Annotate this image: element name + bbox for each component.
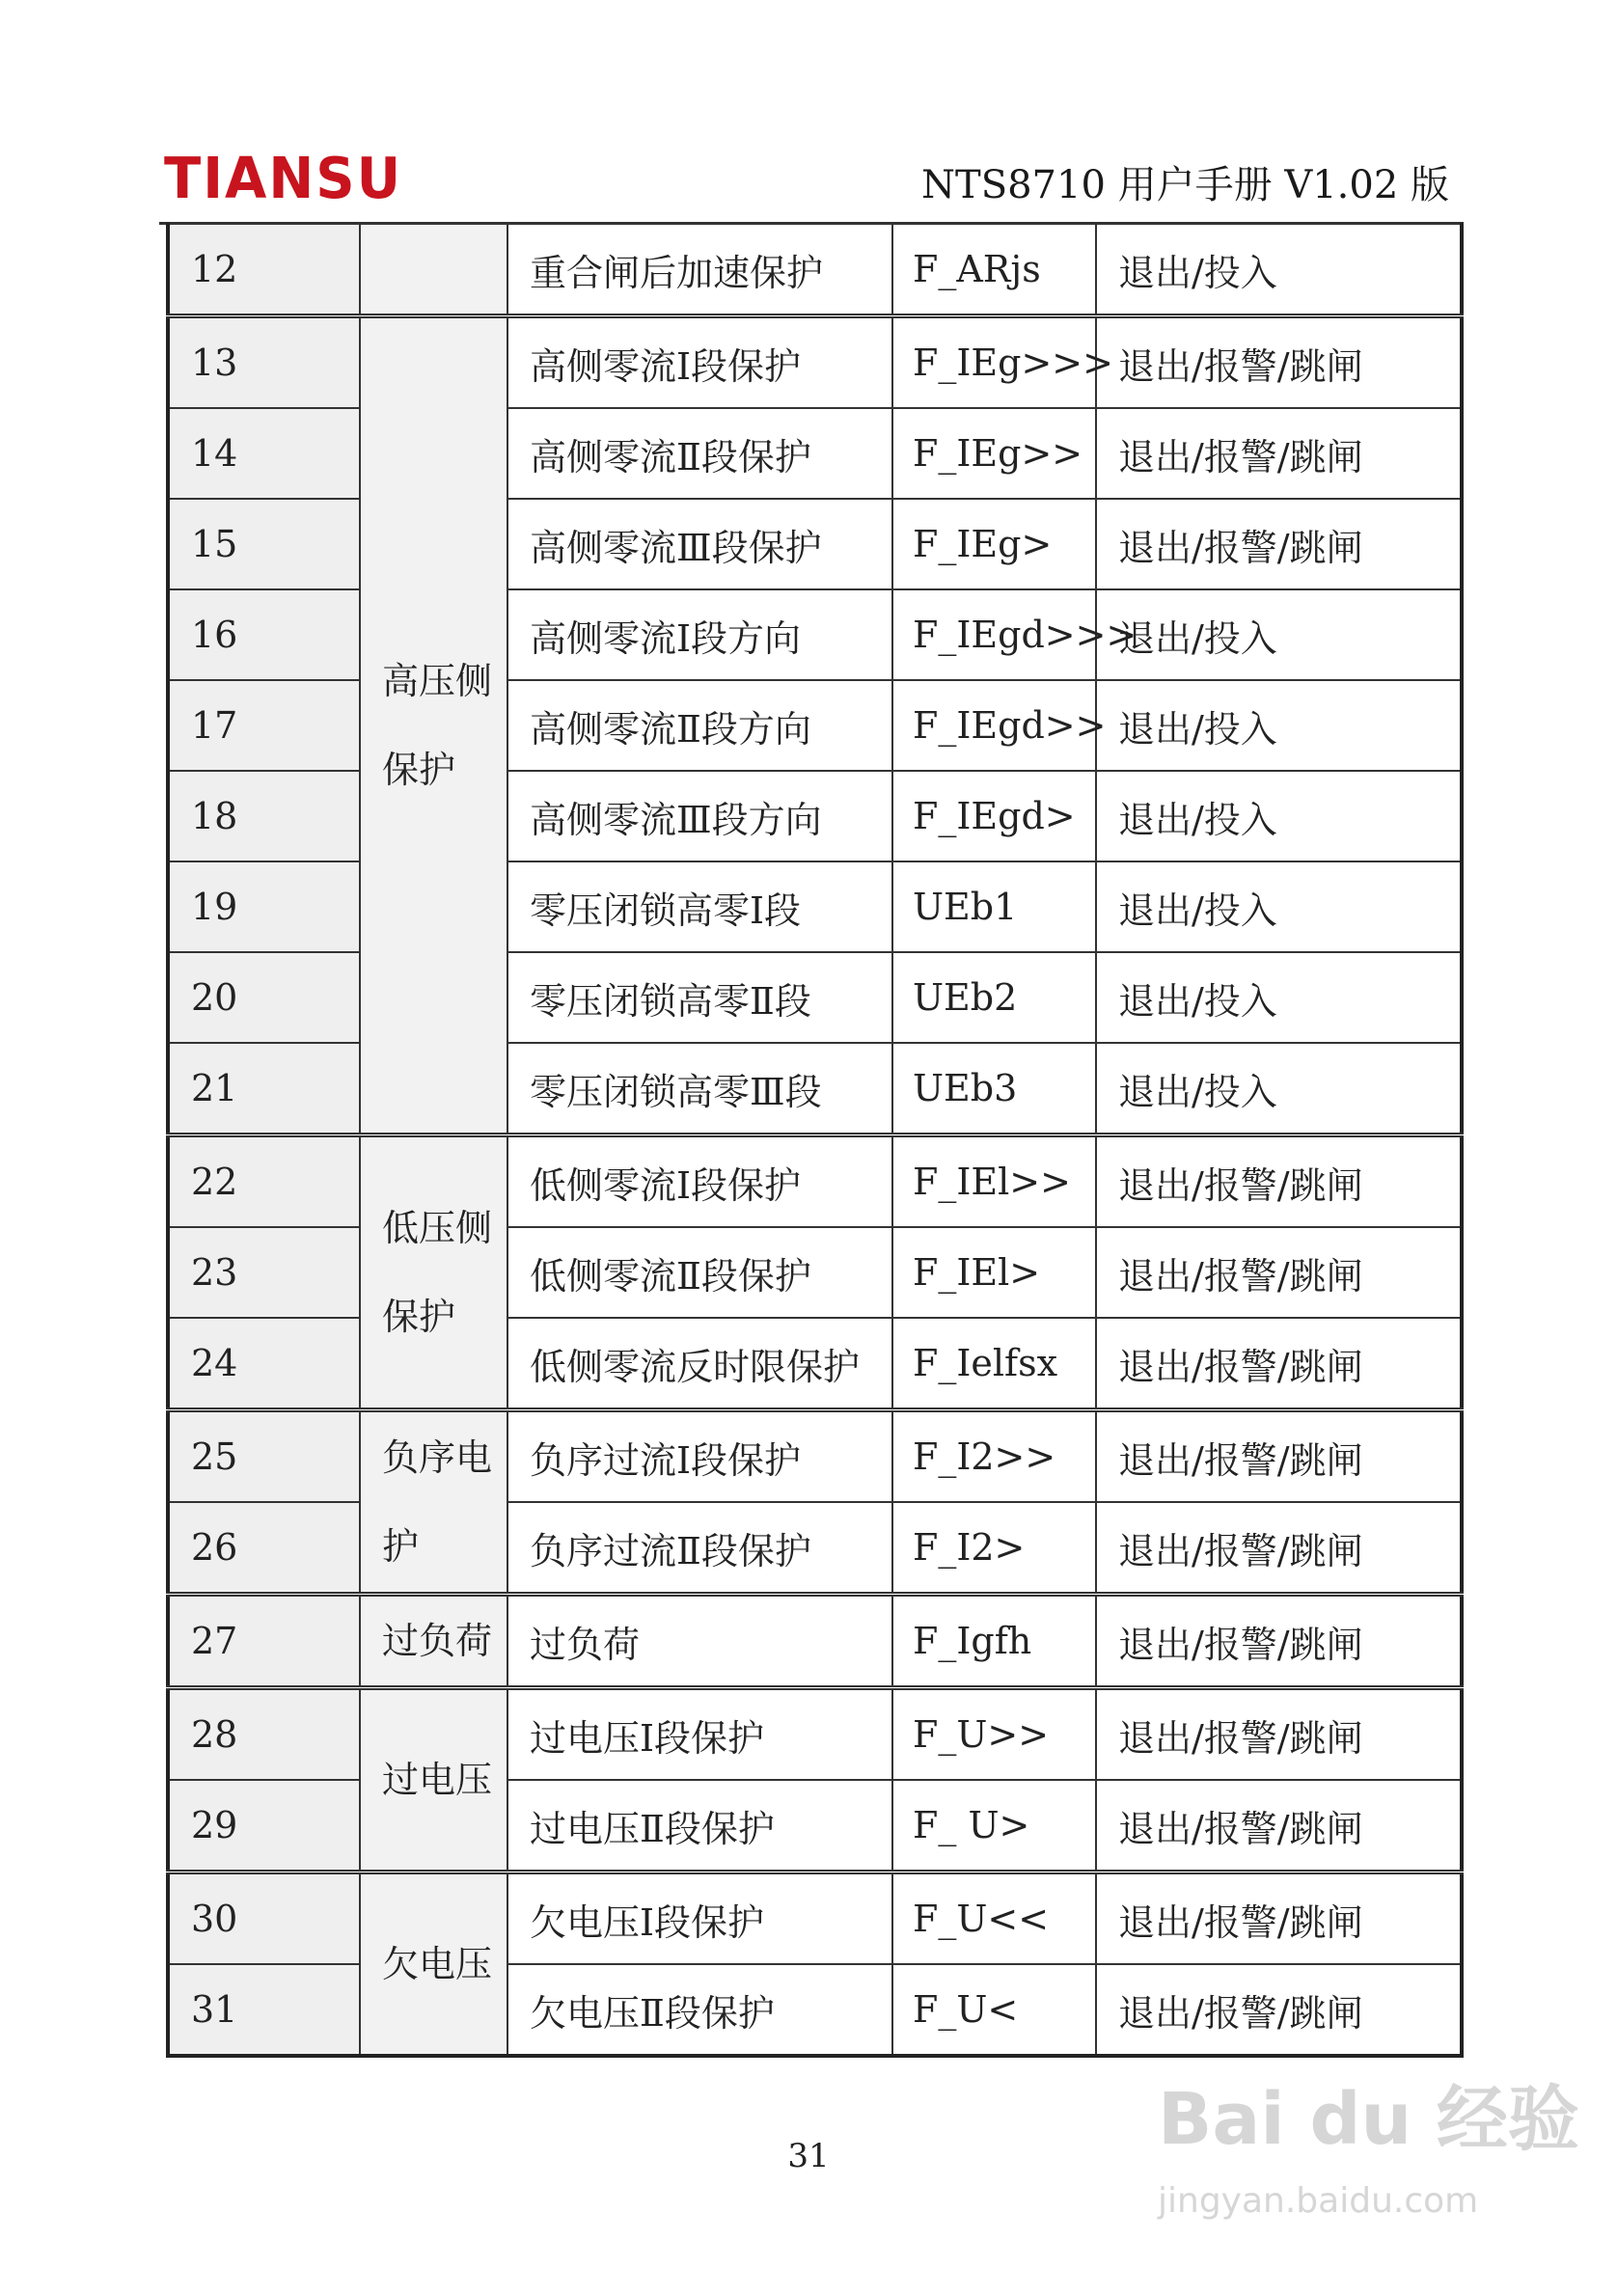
setting-name-cell: 低侧零流Ⅰ段保护: [507, 1135, 892, 1228]
setting-code-cell: F_IEl>>: [892, 1135, 1096, 1228]
setting-options-cell: 退出/投入: [1096, 861, 1462, 952]
setting-name-cell: 零压闭锁高零Ⅰ段: [507, 861, 892, 952]
setting-name-cell: 过电压Ⅰ段保护: [507, 1688, 892, 1781]
group-name-line: 过电压: [382, 1759, 493, 1801]
setting-options-cell: 退出/报警/跳闸: [1096, 1502, 1462, 1595]
group-name-line: 负序电: [382, 1436, 493, 1479]
protection-settings-table: [166, 223, 1464, 2058]
setting-code-cell: F_U>>: [892, 1688, 1096, 1781]
baidu-watermark: Bai du 经验: [1158, 2078, 1579, 2161]
page-number: 31: [787, 2137, 830, 2175]
setting-options-cell: 退出/报警/跳闸: [1096, 316, 1462, 409]
setting-name-cell: 过电压Ⅱ段保护: [507, 1780, 892, 1872]
setting-options-cell: 退出/报警/跳闸: [1096, 1410, 1462, 1503]
row-number-cell: 25: [168, 1410, 360, 1503]
table-row: [168, 1595, 1462, 1688]
setting-options-cell: 退出/报警/跳闸: [1096, 1135, 1462, 1228]
setting-name-cell: 低侧零流Ⅱ段保护: [507, 1227, 892, 1318]
setting-name-cell: 零压闭锁高零Ⅱ段: [507, 952, 892, 1043]
setting-name-cell: 负序过流Ⅱ段保护: [507, 1502, 892, 1595]
row-number-cell: 15: [168, 499, 360, 589]
row-number-cell: 22: [168, 1135, 360, 1228]
setting-code-cell: F_IEl>: [892, 1227, 1096, 1318]
setting-name-cell: 高侧零流Ⅰ段保护: [507, 316, 892, 409]
row-number-cell: 12: [168, 224, 360, 316]
setting-name-cell: 欠电压Ⅱ段保护: [507, 1964, 892, 2056]
row-number-cell: 21: [168, 1043, 360, 1135]
setting-name-cell: 高侧零流Ⅰ段方向: [507, 589, 892, 680]
setting-code-cell: F_ U>: [892, 1780, 1096, 1872]
row-number-cell: 24: [168, 1318, 360, 1410]
table-row: [168, 1872, 1462, 1965]
setting-code-cell: UEb3: [892, 1043, 1096, 1135]
setting-name-cell: 负序过流Ⅰ段保护: [507, 1410, 892, 1503]
setting-name-cell: 高侧零流Ⅲ段方向: [507, 771, 892, 861]
setting-name-cell: 高侧零流Ⅱ段保护: [507, 408, 892, 499]
group-name-line: 保护: [382, 749, 456, 791]
group-name-cell: [360, 1688, 507, 1872]
group-name-line: 过负荷: [382, 1620, 493, 1662]
setting-options-cell: 退出/投入: [1096, 771, 1462, 861]
setting-name-cell: 零压闭锁高零Ⅲ段: [507, 1043, 892, 1135]
group-name-cell: [360, 1595, 507, 1688]
row-number-cell: 20: [168, 952, 360, 1043]
group-name-cell: [360, 1872, 507, 2057]
table-row: [168, 316, 1462, 409]
row-number-cell: 18: [168, 771, 360, 861]
setting-options-cell: 退出/投入: [1096, 589, 1462, 680]
group-name-cell: [360, 316, 507, 1135]
table-row: [168, 1688, 1462, 1781]
row-number-cell: 16: [168, 589, 360, 680]
setting-name-cell: 高侧零流Ⅱ段方向: [507, 680, 892, 771]
setting-name-cell: 欠电压Ⅰ段保护: [507, 1872, 892, 1965]
row-number-cell: 17: [168, 680, 360, 771]
setting-code-cell: UEb1: [892, 861, 1096, 952]
group-name-line: 高压侧: [382, 660, 493, 702]
row-number-cell: 30: [168, 1872, 360, 1965]
group-name-cell: [360, 1135, 507, 1410]
table-body: [168, 224, 1462, 2056]
setting-code-cell: F_IEgd>>: [892, 680, 1096, 771]
setting-name-cell: 低侧零流反时限保护: [507, 1318, 892, 1410]
setting-options-cell: 退出/投入: [1096, 952, 1462, 1043]
setting-options-cell: 退出/投入: [1096, 1043, 1462, 1135]
setting-options-cell: 退出/报警/跳闸: [1096, 1964, 1462, 2056]
setting-code-cell: F_IEg>>>: [892, 316, 1096, 409]
baidu-watermark-url: jingyan.baidu.com: [1158, 2181, 1479, 2221]
row-number-cell: 27: [168, 1595, 360, 1688]
setting-options-cell: 退出/报警/跳闸: [1096, 1780, 1462, 1872]
setting-options-cell: 退出/报警/跳闸: [1096, 1318, 1462, 1410]
row-number-cell: 13: [168, 316, 360, 409]
setting-options-cell: 退出/报警/跳闸: [1096, 1872, 1462, 1965]
setting-code-cell: UEb2: [892, 952, 1096, 1043]
setting-code-cell: F_Ielfsx: [892, 1318, 1096, 1410]
row-number-cell: 26: [168, 1502, 360, 1595]
setting-code-cell: F_I2>>: [892, 1410, 1096, 1503]
setting-options-cell: 退出/投入: [1096, 224, 1462, 316]
setting-options-cell: 退出/报警/跳闸: [1096, 499, 1462, 589]
setting-code-cell: F_IEgd>>>: [892, 589, 1096, 680]
row-number-cell: 14: [168, 408, 360, 499]
row-number-cell: 28: [168, 1688, 360, 1781]
tiansu-logo: TIANSU: [164, 146, 403, 212]
row-number-cell: 23: [168, 1227, 360, 1318]
setting-options-cell: 退出/报警/跳闸: [1096, 1688, 1462, 1781]
setting-code-cell: F_IEg>>: [892, 408, 1096, 499]
setting-code-cell: F_IEgd>: [892, 771, 1096, 861]
setting-code-cell: F_IEg>: [892, 499, 1096, 589]
row-number-cell: 31: [168, 1964, 360, 2056]
table-row: [168, 1135, 1462, 1228]
group-name-line: 保护: [382, 1296, 456, 1338]
setting-name-cell: 重合闸后加速保护: [507, 224, 892, 316]
setting-name-cell: 过负荷: [507, 1595, 892, 1688]
group-name-line: 欠电压: [382, 1943, 493, 1985]
group-name-line: 护: [382, 1525, 420, 1568]
setting-options-cell: 退出/报警/跳闸: [1096, 408, 1462, 499]
setting-code-cell: F_I2>: [892, 1502, 1096, 1595]
setting-options-cell: 退出/投入: [1096, 680, 1462, 771]
setting-options-cell: 退出/报警/跳闸: [1096, 1595, 1462, 1688]
row-number-cell: 19: [168, 861, 360, 952]
setting-code-cell: F_U<<: [892, 1872, 1096, 1965]
document-title: NTS8710 用户手册 V1.02 版: [921, 163, 1449, 207]
setting-code-cell: F_ARjs: [892, 224, 1096, 316]
table-row: [168, 1410, 1462, 1503]
group-name-line: 低压侧: [382, 1207, 493, 1249]
setting-code-cell: F_U<: [892, 1964, 1096, 2056]
setting-options-cell: 退出/报警/跳闸: [1096, 1227, 1462, 1318]
row-number-cell: 29: [168, 1780, 360, 1872]
group-name-cell: [360, 224, 507, 316]
group-name-cell: [360, 1410, 507, 1595]
setting-name-cell: 高侧零流Ⅲ段保护: [507, 499, 892, 589]
table-row: [168, 224, 1462, 316]
setting-code-cell: F_Igfh: [892, 1595, 1096, 1688]
